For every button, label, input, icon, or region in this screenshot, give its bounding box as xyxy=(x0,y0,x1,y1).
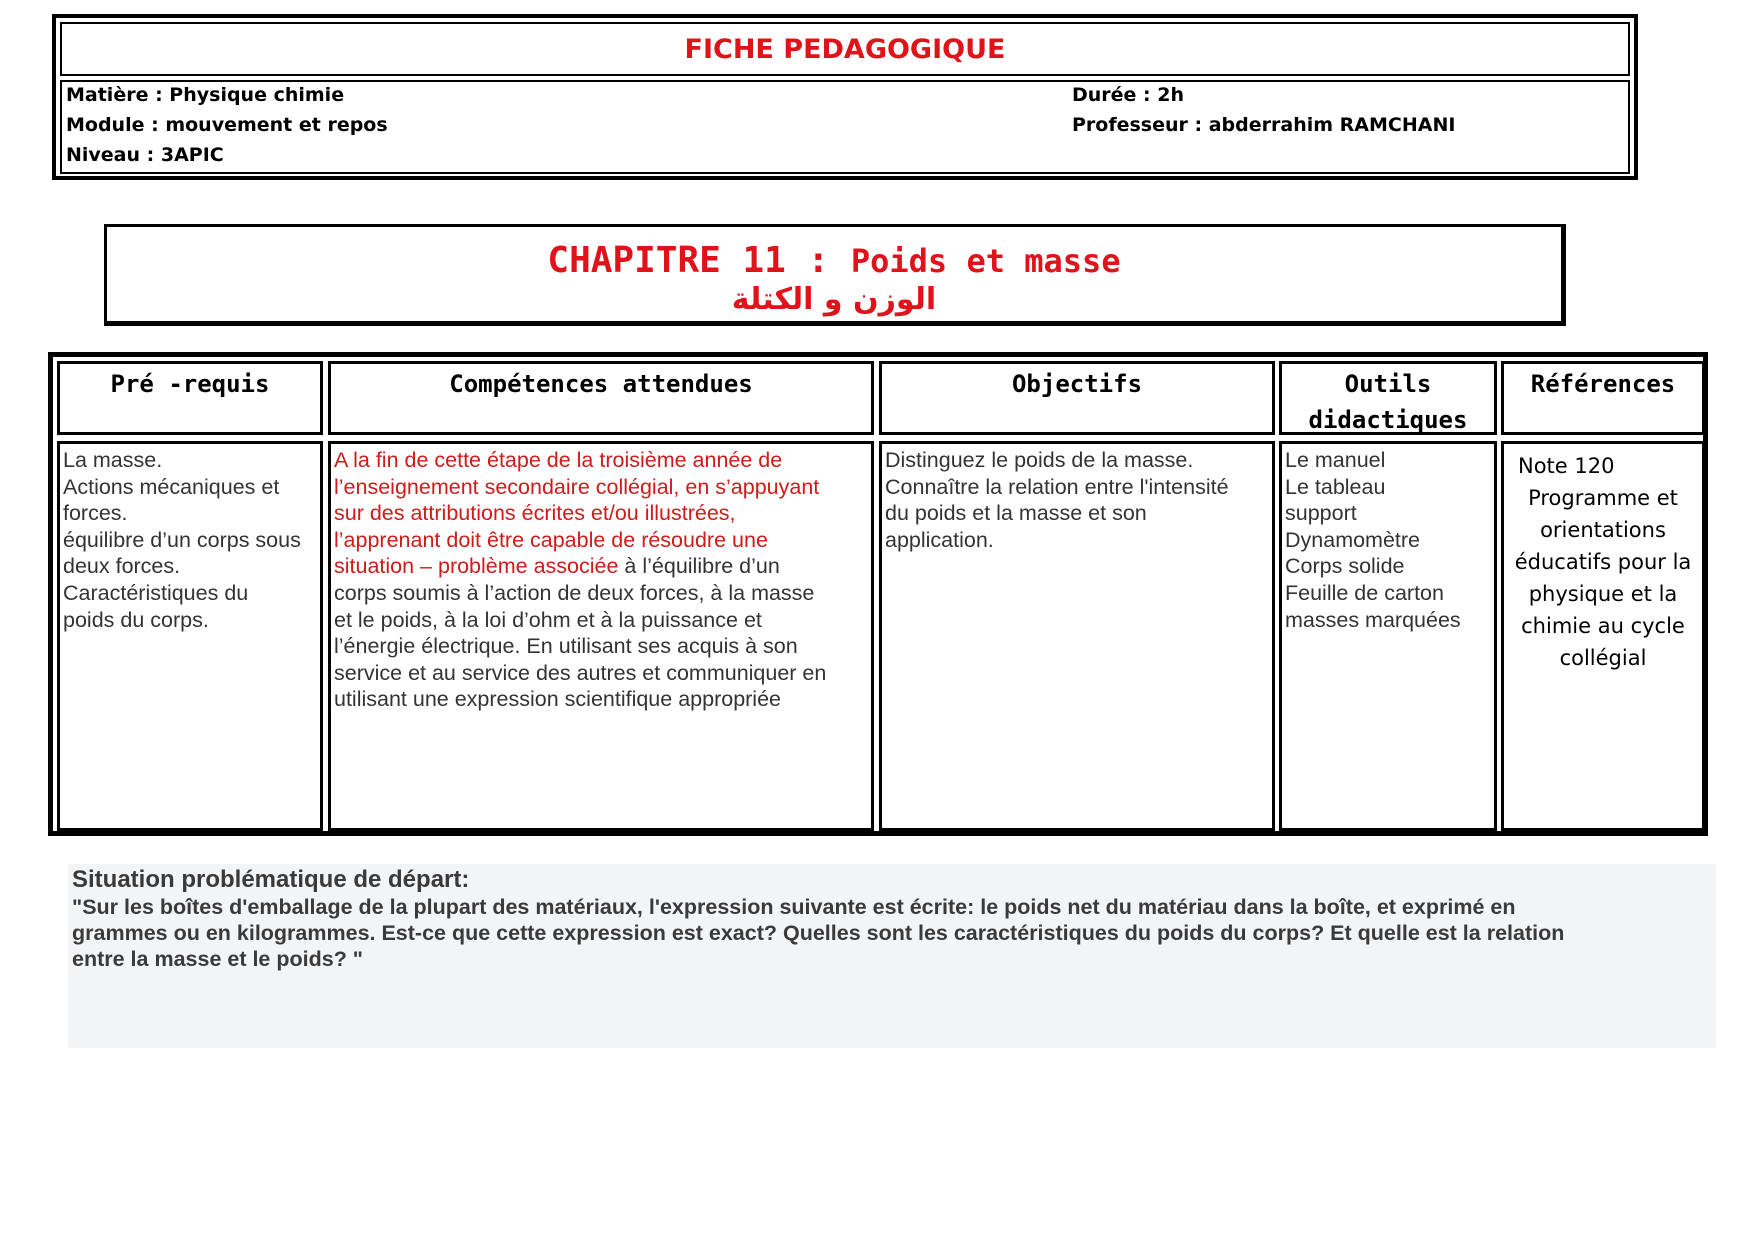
reference-item: Programme et xyxy=(1528,486,1678,510)
competence-line: l’enseignement secondaire collégial, en s’appuyant xyxy=(334,474,820,499)
competence-line: l’apprenant doit être capable de résoudre une xyxy=(334,527,768,552)
reference-item: chimie au cycle xyxy=(1521,614,1685,638)
chapter-arabic-title: الوزن و الكتلة xyxy=(731,282,937,317)
duration-label: Durée : 2h xyxy=(1072,84,1185,106)
chapter-title xyxy=(107,241,1561,281)
prerequisite-item: La masse. xyxy=(63,448,163,472)
header-info xyxy=(60,80,1630,174)
reference-item: physique et la xyxy=(1528,582,1678,606)
situation-line: "Sur les boîtes d'emballage de la plupart des matériaux, l'expression suivante est écrite: le poids net du matériau dans la boîte, et exprimé en xyxy=(72,895,1516,919)
prerequisite-item: Actions mécaniques et xyxy=(63,474,280,499)
module-label: Module : mouvement et repos xyxy=(66,114,388,136)
header-references: Références xyxy=(1501,361,1705,435)
prerequisite-item: poids du corps. xyxy=(63,607,209,632)
chapter-name: Poids et masse xyxy=(850,242,1121,280)
competence-line: A la fin de cette étape de la troisième année de xyxy=(334,448,783,472)
objectives-cell xyxy=(879,441,1275,831)
prerequisite-item: équilibre d’un corps sous xyxy=(63,527,301,552)
reference-item: Note 120 xyxy=(1518,454,1615,478)
competence-line: corps soumis à l’action de deux forces, à la masse xyxy=(334,580,815,605)
competence-line: l’énergie électrique. En utilisant ses acquis à son xyxy=(334,634,798,659)
reference-item: collégial xyxy=(1559,646,1647,670)
tools-cell xyxy=(1279,441,1497,831)
objective-item: Connaître la relation entre l'intensité xyxy=(885,474,1229,499)
sheet-title: FICHE PEDAGOGIQUE xyxy=(60,22,1630,76)
competence-line xyxy=(334,553,871,580)
competence-line-black-part: à l’équilibre d’un xyxy=(618,554,780,579)
tool-item: Dynamomètre xyxy=(1285,527,1421,552)
reference-item: orientations xyxy=(1540,518,1666,542)
header-tools-line2: didactiques xyxy=(1308,406,1468,434)
references-cell xyxy=(1501,441,1705,831)
prerequisites-cell xyxy=(57,441,323,831)
tool-item: Corps solide xyxy=(1285,554,1405,579)
objective-item: du poids et la masse et son xyxy=(885,501,1147,526)
objective-item: application. xyxy=(885,527,994,552)
teacher-label: Professeur : abderrahim RAMCHANI xyxy=(1072,114,1456,136)
reference-item: éducatifs pour la xyxy=(1514,550,1692,574)
subject-label: Matière : Physique chimie xyxy=(66,84,345,106)
header-tools-line1: Outils xyxy=(1344,370,1432,398)
pedagogical-table xyxy=(48,352,1708,836)
header-competences: Compétences attendues xyxy=(328,361,874,435)
competence-line-red-part: situation – problème associée xyxy=(334,554,619,579)
chapter-box xyxy=(104,224,1566,326)
tool-item: masses marquées xyxy=(1285,607,1461,632)
prerequisite-item: forces. xyxy=(63,501,128,526)
objective-item: Distinguez le poids de la masse. xyxy=(885,448,1194,472)
level-label: Niveau : 3APIC xyxy=(66,144,224,166)
situation-line: entre la masse et le poids? " xyxy=(72,947,363,971)
header-tools xyxy=(1279,361,1497,435)
tool-item: Feuille de carton xyxy=(1285,580,1444,605)
chapter-number: CHAPITRE 11 : xyxy=(547,240,830,281)
competence-line: sur des attributions écrites et/ou illustrées, xyxy=(334,501,736,526)
header-box xyxy=(52,14,1638,180)
competence-line: utilisant une expression scientifique appropriée xyxy=(334,687,781,712)
competence-line: service et au service des autres et communiquer en xyxy=(334,660,827,685)
competence-line: et le poids, à la loi d’ohm et à la puissance et xyxy=(334,607,762,632)
tool-item: Le manuel xyxy=(1285,448,1386,472)
competences-cell xyxy=(328,441,874,831)
situation-title: Situation problématique de départ: xyxy=(72,866,470,893)
prerequisite-item: deux forces. xyxy=(63,554,181,579)
header-objectives: Objectifs xyxy=(879,361,1275,435)
starting-situation xyxy=(68,864,1716,1048)
situation-line: grammes ou en kilogrammes. Est-ce que cette expression est exact? Quelles sont les caractéristiques du poids du corps? Et quelle est la relation xyxy=(72,921,1565,945)
tool-item: Le tableau xyxy=(1285,474,1386,499)
prerequisite-item: Caractéristiques du xyxy=(63,580,249,605)
tool-item: support xyxy=(1285,501,1357,526)
header-prerequisites: Pré -requis xyxy=(57,361,323,435)
